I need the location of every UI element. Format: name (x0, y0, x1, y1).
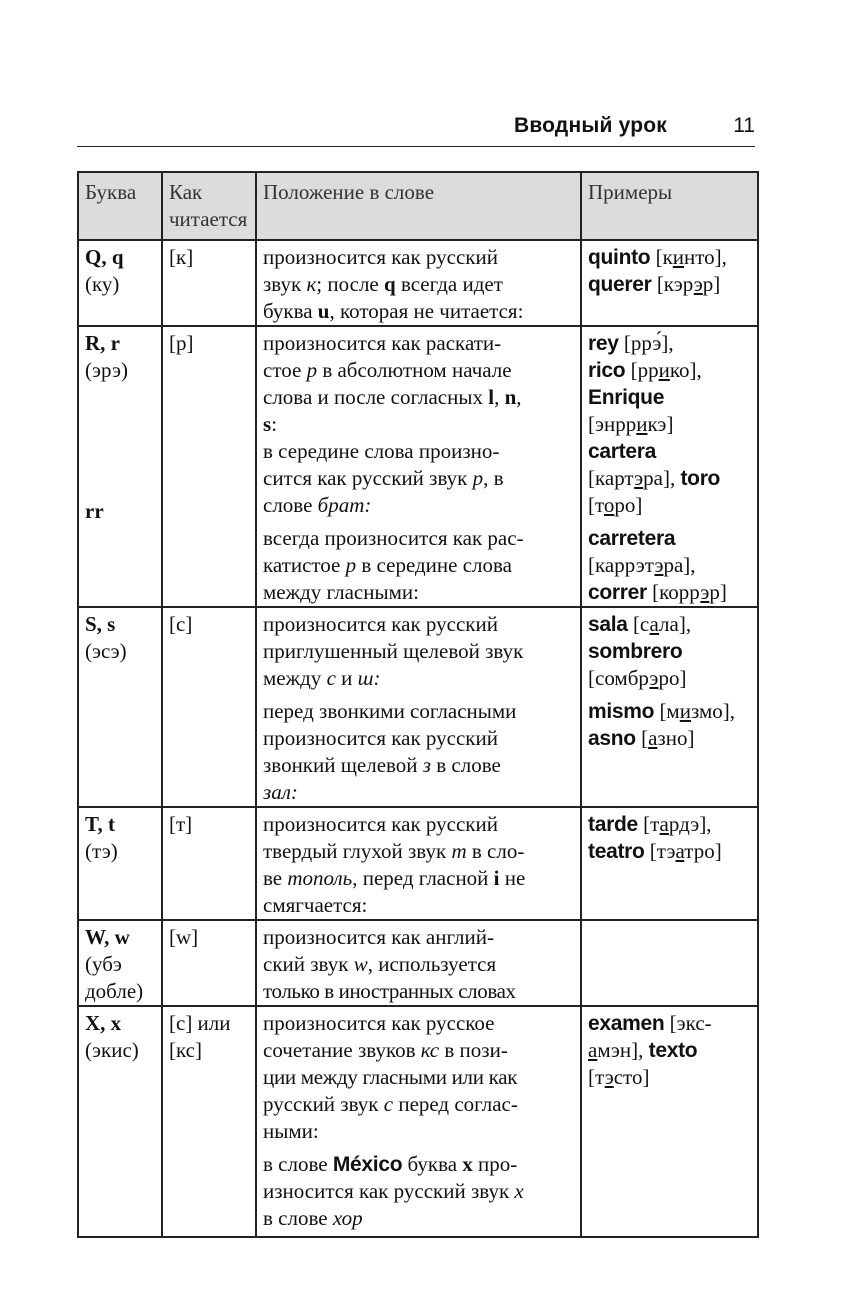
desc-text: , которая не читается: (329, 299, 524, 323)
transcription: [т (588, 493, 604, 517)
example-word: mismo (588, 700, 655, 723)
stressed-vowel: а (648, 726, 658, 750)
desc-text: звонкий щелевой (263, 753, 423, 777)
reading-cell: [к] (162, 240, 256, 326)
desc-italic: с (326, 666, 336, 690)
stressed-vowel: а (659, 812, 669, 836)
letter: Q, q (85, 245, 124, 269)
desc-text: : (271, 412, 278, 436)
reading-cell: [w] (162, 920, 256, 1006)
desc-text: твердый глухой звук (263, 839, 452, 863)
running-title: Вводный урок (513, 114, 667, 137)
letter-cell (78, 807, 162, 920)
page-number: 11 (733, 114, 755, 137)
desc-italic: к (306, 272, 317, 296)
transcription: [карт (588, 466, 635, 490)
desc-text: произносится как русский (263, 612, 498, 636)
desc-bold: i (493, 866, 500, 890)
desc-text: и (335, 666, 358, 690)
example-word: teatro (588, 840, 645, 863)
column-header-examples: Примеры (581, 172, 758, 240)
desc-text: , перед гласной (352, 866, 494, 890)
desc-text: сочетание звуков (263, 1038, 421, 1062)
stressed-vowel: и (679, 699, 691, 723)
desc-bold: n (504, 385, 517, 409)
desc-italic: р (345, 553, 357, 577)
desc-italic: зал: (263, 780, 298, 804)
desc-text: , (494, 385, 505, 409)
transcription: ко], (669, 358, 702, 382)
transcription: кэ] (647, 412, 674, 436)
transcription: [рр (625, 358, 659, 382)
letter: rr (85, 499, 104, 523)
desc-text: произносится как русский (263, 726, 498, 750)
column-header-position: Положение в слове (256, 172, 581, 240)
desc-italic: х (514, 1179, 524, 1203)
example-word: sombrero (588, 640, 683, 663)
desc-italic: w (353, 952, 368, 976)
desc-text: , в (483, 466, 504, 490)
table-row (78, 607, 758, 807)
desc-text: в сло- (466, 839, 525, 863)
table-header-row (78, 172, 758, 240)
desc-text: не (499, 866, 526, 890)
stressed-vowel: и (636, 412, 648, 436)
stressed-vowel: а (675, 839, 685, 863)
reading-text: [с] или (169, 1011, 231, 1035)
transcription: змо], (690, 699, 736, 723)
desc-italic: брат: (317, 493, 372, 517)
position-cell (256, 607, 581, 807)
transcription: [энрр (588, 412, 637, 436)
desc-text: буква (402, 1152, 463, 1176)
transcription: [кэр (651, 272, 694, 296)
desc-text: в абсолютном начале (317, 358, 512, 382)
desc-text: между гласными: (263, 580, 419, 604)
example-word: carretera (588, 527, 676, 550)
desc-text: всегда идет (395, 272, 503, 296)
examples-cell (581, 240, 758, 326)
desc-text: ве (263, 866, 288, 890)
example-word: toro (680, 467, 721, 490)
stressed-vowel: и (658, 358, 670, 382)
example-word: texto (648, 1039, 698, 1062)
letter-cell (78, 240, 162, 326)
stressed-vowel: а (649, 612, 660, 636)
desc-text: произносится как русский (263, 245, 498, 269)
desc-bold: x (462, 1152, 473, 1176)
desc-bold: u (317, 299, 330, 323)
reading-cell: [р] (162, 326, 256, 607)
letter-name: (убэ (85, 952, 122, 976)
stressed-vowel: э (634, 466, 644, 490)
desc-text: ными: (263, 1119, 319, 1143)
example-word: Enrique (588, 386, 665, 409)
position-cell (256, 240, 581, 326)
reading-cell: [т] (162, 807, 256, 920)
desc-text: перед звонкими согласными (263, 699, 517, 723)
transcription: [тэ (644, 839, 676, 863)
desc-italic: р (306, 358, 318, 382)
examples-cell (581, 920, 758, 1006)
desc-text: в пози- (439, 1038, 508, 1062)
letter-name: (тэ) (85, 839, 118, 863)
stressed-vowel: а (588, 1038, 598, 1062)
alphabet-table (77, 171, 759, 1238)
transcription: р] (709, 580, 727, 604)
desc-bold: q (384, 272, 396, 296)
transcription: нто], (684, 245, 727, 269)
desc-bold: l (488, 385, 495, 409)
desc-text: звук (263, 272, 307, 296)
desc-italic: кс (420, 1038, 440, 1062)
position-cell (256, 1006, 581, 1237)
desc-text: только в иностранных словах (263, 979, 516, 1003)
transcription: [м (654, 699, 680, 723)
desc-text: , (516, 385, 522, 409)
position-cell (256, 326, 581, 607)
letter-cell (78, 326, 162, 607)
transcription: [к (650, 245, 673, 269)
reading-cell: [с] (162, 607, 256, 807)
letter: T, t (85, 812, 115, 836)
desc-text: в середине слова произно- (263, 439, 500, 463)
desc-text: перед соглас- (393, 1092, 518, 1116)
example-word: sala (588, 613, 628, 636)
transcription: [каррэт (588, 553, 655, 577)
letter: R, r (85, 331, 120, 355)
desc-italic: хор (332, 1206, 363, 1230)
table-row (78, 1006, 758, 1237)
desc-italic: тополь (287, 866, 353, 890)
desc-text: в слове (263, 1152, 333, 1176)
transcription: [с (627, 612, 650, 636)
page-header (77, 108, 755, 147)
example-word: asno (588, 727, 636, 750)
example-word: rey (588, 332, 619, 355)
example-word: rico (588, 359, 626, 382)
letter: S, s (85, 612, 116, 636)
transcription: тро] (684, 839, 722, 863)
transcription: сто] (613, 1065, 650, 1089)
desc-text: в середине слова (356, 553, 512, 577)
transcription: [т (637, 812, 660, 836)
desc-text: сится как русский звук (263, 466, 473, 490)
letter-name: (эсэ) (85, 639, 127, 663)
desc-bold: s (263, 412, 272, 436)
table-row (78, 240, 758, 326)
examples-cell (581, 1006, 758, 1237)
desc-text: ; после (316, 272, 384, 296)
stressed-vowel: э (693, 272, 703, 296)
desc-bold: México (332, 1153, 403, 1176)
transcription: ра], (643, 466, 676, 490)
desc-text: в слове (431, 753, 501, 777)
desc-text: про- (472, 1152, 518, 1176)
transcription: ра], (663, 553, 696, 577)
transcription: [сомбр (588, 666, 650, 690)
desc-text: стое (263, 358, 307, 382)
desc-text: , используется (367, 952, 497, 976)
example-word: examen (588, 1012, 665, 1035)
transcription: [ррэ́], (618, 331, 674, 355)
example-word: tarde (588, 813, 638, 836)
stressed-vowel: о (603, 493, 615, 517)
desc-text: износится как русский звук (263, 1179, 515, 1203)
transcription: [экс- (664, 1011, 712, 1035)
letter: W, w (85, 925, 130, 949)
example-word: correr (588, 581, 647, 604)
reading-cell (162, 1006, 256, 1237)
transcription: мэн], (597, 1038, 644, 1062)
desc-text: в слове (263, 1206, 333, 1230)
transcription: [корр (646, 580, 701, 604)
desc-text: всегда произносится как рас- (263, 526, 524, 550)
transcription: ла], (659, 612, 692, 636)
desc-italic: с (383, 1092, 394, 1116)
desc-text: произносится как русское (263, 1011, 495, 1035)
column-header-letter: Буква (78, 172, 162, 240)
desc-text: катистое (263, 553, 346, 577)
examples-cell (581, 326, 758, 607)
stressed-vowel: э (654, 553, 664, 577)
letter-cell (78, 607, 162, 807)
letter-cell (78, 1006, 162, 1237)
example-word: quinto (588, 246, 651, 269)
desc-text: слова и после согласных (263, 385, 489, 409)
letter: X, x (85, 1011, 122, 1035)
desc-text: буква (263, 299, 318, 323)
letter-name: (ку) (85, 272, 120, 296)
desc-italic: ш: (357, 666, 381, 690)
desc-text: приглушенный щелевой звук (263, 639, 524, 663)
desc-text: ции между гласными или как (263, 1065, 518, 1089)
table-row (78, 807, 758, 920)
transcription: ро] (614, 493, 643, 517)
letter-name: (экис) (85, 1038, 139, 1062)
letter-cell (78, 920, 162, 1006)
transcription: зно] (657, 726, 695, 750)
letter-name: (эрэ) (85, 358, 129, 382)
position-cell (256, 920, 581, 1006)
desc-text: смягчается: (263, 893, 368, 917)
transcription: р] (702, 272, 721, 296)
desc-text: слове (263, 493, 318, 517)
desc-text: между (263, 666, 327, 690)
desc-italic: з (422, 753, 431, 777)
transcription: [т (588, 1065, 605, 1089)
example-word: cartera (588, 440, 656, 463)
desc-text: ский звук (263, 952, 354, 976)
desc-italic: т (451, 839, 467, 863)
desc-text: произносится как англий- (263, 925, 494, 949)
table-row (78, 326, 758, 607)
desc-text: произносится как русский (263, 812, 498, 836)
desc-text: произносится как раскати- (263, 331, 502, 355)
stressed-vowel: и (672, 245, 685, 269)
transcription: ро] (658, 666, 687, 690)
examples-cell (581, 607, 758, 807)
transcription: [ (635, 726, 649, 750)
transcription: рдэ], (668, 812, 712, 836)
reading-text: [кс] (169, 1038, 202, 1062)
letter-name: добле) (85, 979, 144, 1003)
examples-cell (581, 807, 758, 920)
desc-text: русский звук (263, 1092, 384, 1116)
stressed-vowel: э (649, 666, 659, 690)
stressed-vowel: э (700, 580, 710, 604)
position-cell (256, 807, 581, 920)
column-header-reading: Как читается (162, 172, 256, 240)
desc-italic: р (472, 466, 484, 490)
table-row (78, 920, 758, 1006)
stressed-vowel: э (604, 1065, 614, 1089)
example-word: querer (588, 273, 652, 296)
